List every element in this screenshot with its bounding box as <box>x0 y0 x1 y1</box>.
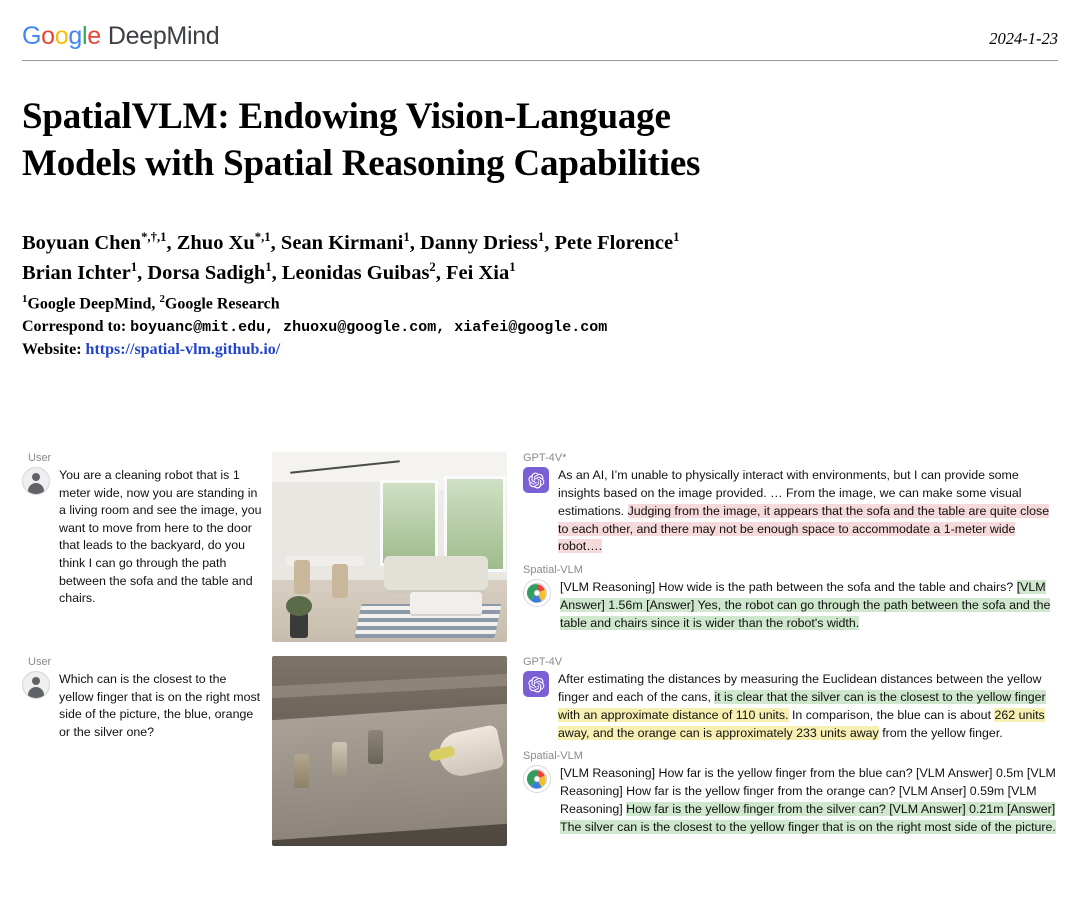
correspond-emails[interactable]: boyuanc@mit.edu, zhuoxu@google.com, xiafei@google.com <box>130 319 608 337</box>
potted-plant <box>290 612 308 638</box>
response-segment: As an AI, I’m unable to physically interact with environments, but I can provide some insights based on the image provided. … From the image, we can make some visual estimations. <box>558 468 1022 518</box>
can-blue <box>294 754 309 788</box>
response-segment-highlight: How far is the yellow finger from the silver can? [VLM Answer] 0.21m [Answer] The silver can is the closest to the yellow finger that is on the right most side of the picture. <box>560 802 1056 835</box>
header-date: 2024-1-23 <box>989 29 1058 48</box>
author-sup: 1 <box>537 229 545 244</box>
coffee-table <box>410 592 482 614</box>
author-name: Leonidas Guibas <box>281 262 430 285</box>
website-label: Website: <box>22 341 86 359</box>
author-sup: 1 <box>130 260 138 275</box>
response-segment-highlight: Judging from the image, it appears that the sofa and the table are quite close to each other, and there may not be enough space to accommodate a 1-meter wide robot…. <box>558 503 1050 554</box>
author-name: Brian Ichter <box>22 262 131 285</box>
correspondence-line <box>22 316 1058 339</box>
website-line <box>22 339 1058 362</box>
qa-example <box>22 656 1058 846</box>
user-label: User <box>28 452 52 464</box>
title-line-2: Models with Spatial Reasoning Capabilities <box>22 143 701 185</box>
spatialvlm-response-text <box>560 579 1058 633</box>
avatar <box>22 467 50 495</box>
user-query-text: Which can is the closest to the yellow finger that is on the right most side of the picture, the blue, orange or the silver one? <box>59 672 261 739</box>
affil-sup-2: 2 <box>159 293 165 306</box>
response-block <box>523 452 1058 556</box>
response-segment: In comparison, the blue can is about <box>788 707 995 722</box>
response-segment-highlight: 262 units away, and the orange can is approximately 233 units away <box>558 707 1045 740</box>
model-label: GPT-4V* <box>523 452 567 464</box>
response-segment: from the yellow finger. <box>878 725 1003 740</box>
author-name: Boyuan Chen <box>22 231 142 254</box>
avatar <box>22 671 50 699</box>
author-sup: 1 <box>673 229 680 244</box>
user-label: User <box>28 656 52 668</box>
author-sup: 2 <box>429 260 436 275</box>
workbench-cans-photo <box>272 656 507 846</box>
living-room-illustration <box>272 452 507 642</box>
shelf-bar <box>272 674 507 698</box>
model-label: Spatial-VLM <box>523 564 583 577</box>
living-room-photo <box>272 452 507 642</box>
model-responses <box>523 656 1058 845</box>
model-label: Spatial-VLM <box>523 750 583 763</box>
response-block <box>523 564 1058 633</box>
response-segment: After estimating the distances by measuring the Euclidean distances between the yellow finger and each of the cans, <box>558 672 1042 704</box>
model-message <box>523 765 1058 836</box>
page-header <box>22 22 1058 61</box>
author-name: Zhuo Xu <box>176 231 255 254</box>
author-sup: 1 <box>403 229 410 244</box>
can-silver <box>368 730 383 764</box>
user-query-text: You are a cleaning robot that is 1 meter wide, now you are standing in a living room and see the image, you want to move from here to the door that leads to the backyard, do you think I can go through the path between the sofa and the table and chairs. <box>59 468 262 606</box>
gpt4v-response-text <box>558 467 1058 556</box>
left-wall <box>272 482 380 594</box>
author-sup: 1 <box>265 260 272 275</box>
page-title <box>22 93 1058 188</box>
affiliations <box>22 292 1058 361</box>
gpt4v-response-text <box>558 671 1058 742</box>
model-message <box>523 671 1058 742</box>
author-sup: *,1 <box>254 229 271 244</box>
response-block <box>523 750 1058 836</box>
user-message <box>22 671 264 741</box>
response-segment-highlight: with an approximate distance of 110 units. <box>558 707 789 722</box>
author-name: Pete Florence <box>554 231 674 254</box>
response-segment: [VLM Reasoning] How wide is the path between the sofa and the table and chairs? <box>560 580 1017 595</box>
author-name: Dorsa Sadigh <box>147 262 266 285</box>
affiliation-line <box>22 292 1058 316</box>
qa-example <box>22 452 1058 642</box>
user-query-column <box>22 452 272 608</box>
window-left <box>380 480 438 566</box>
model-label: GPT-4V <box>523 656 563 668</box>
user-query-column <box>22 656 272 741</box>
affil-sup-1: 1 <box>22 293 28 306</box>
dining-chair <box>294 560 310 594</box>
author-line-2: Brian Ichter$^1$, Dorsa Sadigh$^1$, Leonidas Guibas$^2$, Fei Xia$^1$ <box>22 260 516 285</box>
dining-chair <box>332 564 348 598</box>
author-line-1: Boyuan Chen$^{*,\dagger,1}$, Zhuo $Xu^{*,1}$, Sean Kirmani$^1$, Danny Driess$^1$, Pete Florence$^1$ <box>22 229 680 254</box>
response-segment-highlight: it is clear that the silver can is the closest to the yellow finger <box>714 689 1046 704</box>
workbench-illustration <box>272 656 507 846</box>
google-deepmind-logo: Google DeepMind <box>22 22 220 50</box>
title-line-1: SpatialVLM: Endowing Vision-Language <box>22 96 671 137</box>
correspond-label: Correspond to: <box>22 318 131 336</box>
spatialvlm-icon <box>523 579 551 607</box>
can-orange <box>332 742 347 776</box>
response-segment: [VLM Reasoning] How far is the yellow finger from the blue can? [VLM Answer] 0.5m [VLM Reasoning] How far is the yellow finger from the orange can? [VLM Anser] 0.59m [VLM Reasoning] <box>560 766 1056 817</box>
model-responses <box>523 452 1058 641</box>
teaser-figure <box>22 452 1058 860</box>
author-name: Fei Xia <box>446 262 510 285</box>
affil-text-1: Google DeepMind, <box>27 295 160 313</box>
model-message <box>523 579 1058 633</box>
deepmind-wordmark: DeepMind <box>107 22 220 50</box>
user-message <box>22 467 264 608</box>
affil-text-2: Google Research <box>164 295 280 313</box>
website-link[interactable]: https://spatial-vlm.github.io/ <box>85 341 281 359</box>
author-name: Sean Kirmani <box>280 231 404 254</box>
spatialvlm-icon <box>523 765 551 793</box>
sofa <box>384 556 488 590</box>
author-sup: 1 <box>509 260 516 275</box>
author-name: Danny Driess <box>419 231 538 254</box>
author-list <box>22 228 1058 362</box>
author-sup: *,†,1 <box>141 229 167 244</box>
openai-icon <box>523 467 549 493</box>
model-message <box>523 467 1058 556</box>
spatialvlm-response-text <box>560 765 1058 836</box>
openai-icon <box>523 671 549 697</box>
response-segment-highlight: [VLM Answer] 1.56m [Answer] Yes, the robot can go through the path between the sofa and the table and chairs since it is wider than the robot's width. <box>560 580 1051 631</box>
response-block <box>523 656 1058 742</box>
